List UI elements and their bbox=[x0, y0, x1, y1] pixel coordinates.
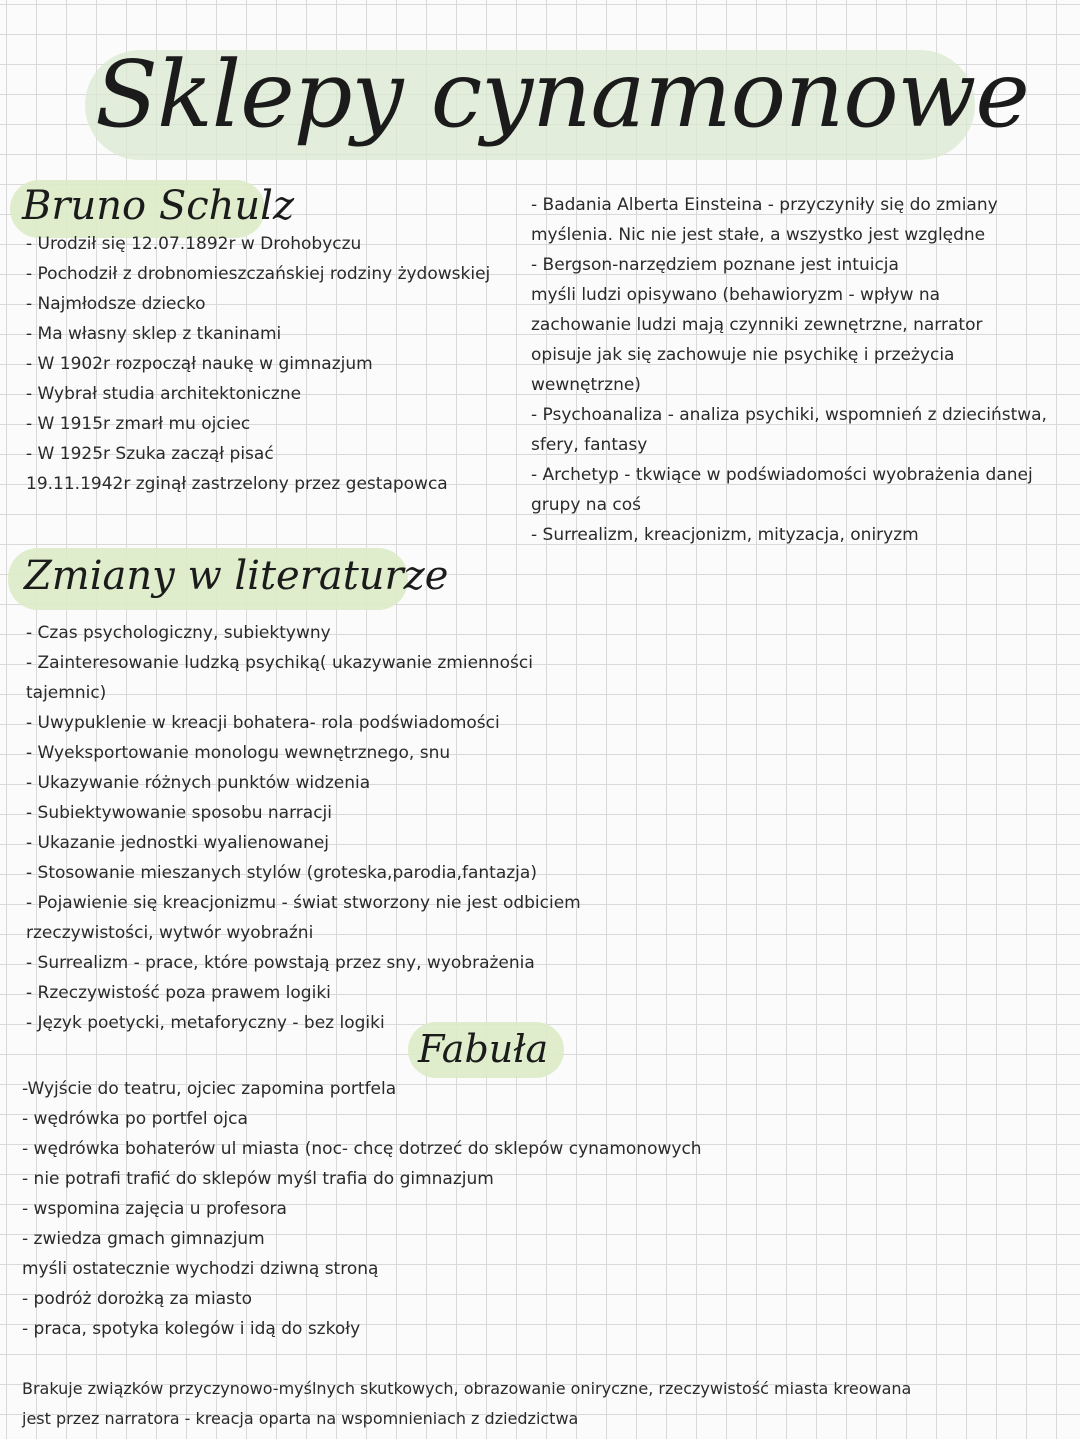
page-title: Sklepy cynamonowe bbox=[95, 41, 1029, 148]
list-item: - Uwypuklenie w kreacji bohatera- rola podświadomości bbox=[26, 713, 500, 733]
list-item: - Najmłodsze dziecko bbox=[26, 294, 206, 314]
list-item: - Surrealizm, kreacjonizm, mityzacja, oniryzm bbox=[531, 525, 919, 545]
context-list bbox=[531, 190, 1047, 550]
list-item: - zwiedza gmach gimnazjum bbox=[22, 1229, 265, 1249]
list-item: - W 1925r Szuka zaczął pisać bbox=[26, 444, 274, 464]
list-item: myśli ostatecznie wychodzi dziwną stroną bbox=[22, 1259, 379, 1279]
list-item: - Urodził się 12.07.1892r w Drohobyczu bbox=[26, 234, 362, 254]
list-item: - W 1915r zmarł mu ojciec bbox=[26, 414, 251, 434]
list-item: - nie potrafi trafić do sklepów myśl trafia do gimnazjum bbox=[22, 1169, 494, 1189]
plot-heading: Fabuła bbox=[418, 1027, 549, 1071]
list-item: - Badania Alberta Einsteina - przyczyniły się do zmiany bbox=[531, 195, 998, 215]
list-item: - Zainteresowanie ludzką psychiką( ukazywanie zmienności bbox=[26, 653, 533, 673]
list-item: opisuje jak się zachowuje nie psychikę i przeżycia bbox=[531, 345, 955, 365]
list-item: - podróż dorożką za miasto bbox=[22, 1289, 253, 1309]
list-item: - Subiektywowanie sposobu narracji bbox=[26, 803, 332, 823]
summary-text bbox=[22, 1374, 911, 1434]
list-item: - Pochodził z drobnomieszczańskiej rodziny żydowskiej bbox=[26, 264, 491, 284]
list-item: - Archetyp - tkwiące w podświadomości wyobrażenia danej bbox=[531, 465, 1033, 485]
list-item: zachowanie ludzi mają czynniki zewnętrzne, narrator bbox=[531, 315, 983, 335]
summary-line: Brakuje związków przyczynowo-myślnych skutkowych, obrazowanie oniryczne, rzeczywistość miasta kreowana bbox=[22, 1379, 912, 1398]
author-heading: Bruno Schulz bbox=[22, 183, 295, 229]
list-item: - Surrealizm - prace, które powstają przez sny, wyobrażenia bbox=[26, 953, 535, 973]
list-item: grupy na coś bbox=[531, 495, 642, 515]
list-item: tajemnic) bbox=[26, 683, 107, 703]
list-item: 19.11.1942r zginął zastrzelony przez gestapowca bbox=[26, 474, 448, 494]
changes-heading: Zmiany w literaturze bbox=[24, 553, 449, 599]
list-item: - Psychoanaliza - analiza psychiki, wspomnień z dzieciństwa, bbox=[531, 405, 1047, 425]
list-item: - Pojawienie się kreacjonizmu - świat stworzony nie jest odbiciem bbox=[26, 893, 581, 913]
list-item: - Bergson-narzędziem poznane jest intuicja bbox=[531, 255, 899, 275]
list-item: -Wyjście do teatru, ojciec zapomina portfela bbox=[22, 1079, 397, 1099]
list-item: - Ukazywanie różnych punktów widzenia bbox=[26, 773, 371, 793]
list-item: - wędrówka po portfel ojca bbox=[22, 1109, 248, 1129]
list-item: - wspomina zajęcia u profesora bbox=[22, 1199, 287, 1219]
list-item: - Wybrał studia architektoniczne bbox=[26, 384, 302, 404]
plot-list bbox=[22, 1074, 702, 1344]
list-item: - W 1902r rozpoczął naukę w gimnazjum bbox=[26, 354, 373, 374]
list-item: wewnętrzne) bbox=[531, 375, 641, 395]
list-item: - Ukazanie jednostki wyalienowanej bbox=[26, 833, 330, 853]
list-item: rzeczywistości, wytwór wyobraźni bbox=[26, 923, 314, 943]
list-item: - Język poetycki, metaforyczny - bez logiki bbox=[26, 1013, 385, 1033]
list-item: - Rzeczywistość poza prawem logiki bbox=[26, 983, 331, 1003]
list-item: - wędrówka bohaterów ul miasta (noc- chcę dotrzeć do sklepów cynamonowych bbox=[22, 1139, 702, 1159]
list-item: sfery, fantasy bbox=[531, 435, 648, 455]
list-item: - Czas psychologiczny, subiektywny bbox=[26, 623, 331, 643]
list-item: - Stosowanie mieszanych stylów (groteska,parodia,fantazja) bbox=[26, 863, 537, 883]
list-item: myślenia. Nic nie jest stałe, a wszystko jest względne bbox=[531, 225, 986, 245]
list-item: - praca, spotyka kolegów i idą do szkoły bbox=[22, 1319, 361, 1339]
author-list bbox=[26, 229, 490, 499]
list-item: - Ma własny sklep z tkaninami bbox=[26, 324, 282, 344]
list-item: myśli ludzi opisywano (behawioryzm - wpływ na bbox=[531, 285, 941, 305]
summary-line: jest przez narratora - kreacja oparta na wspomnieniach z dziedzictwa bbox=[22, 1409, 579, 1428]
list-item: - Wyeksportowanie monologu wewnętrznego, snu bbox=[26, 743, 451, 763]
changes-list bbox=[26, 618, 581, 1038]
